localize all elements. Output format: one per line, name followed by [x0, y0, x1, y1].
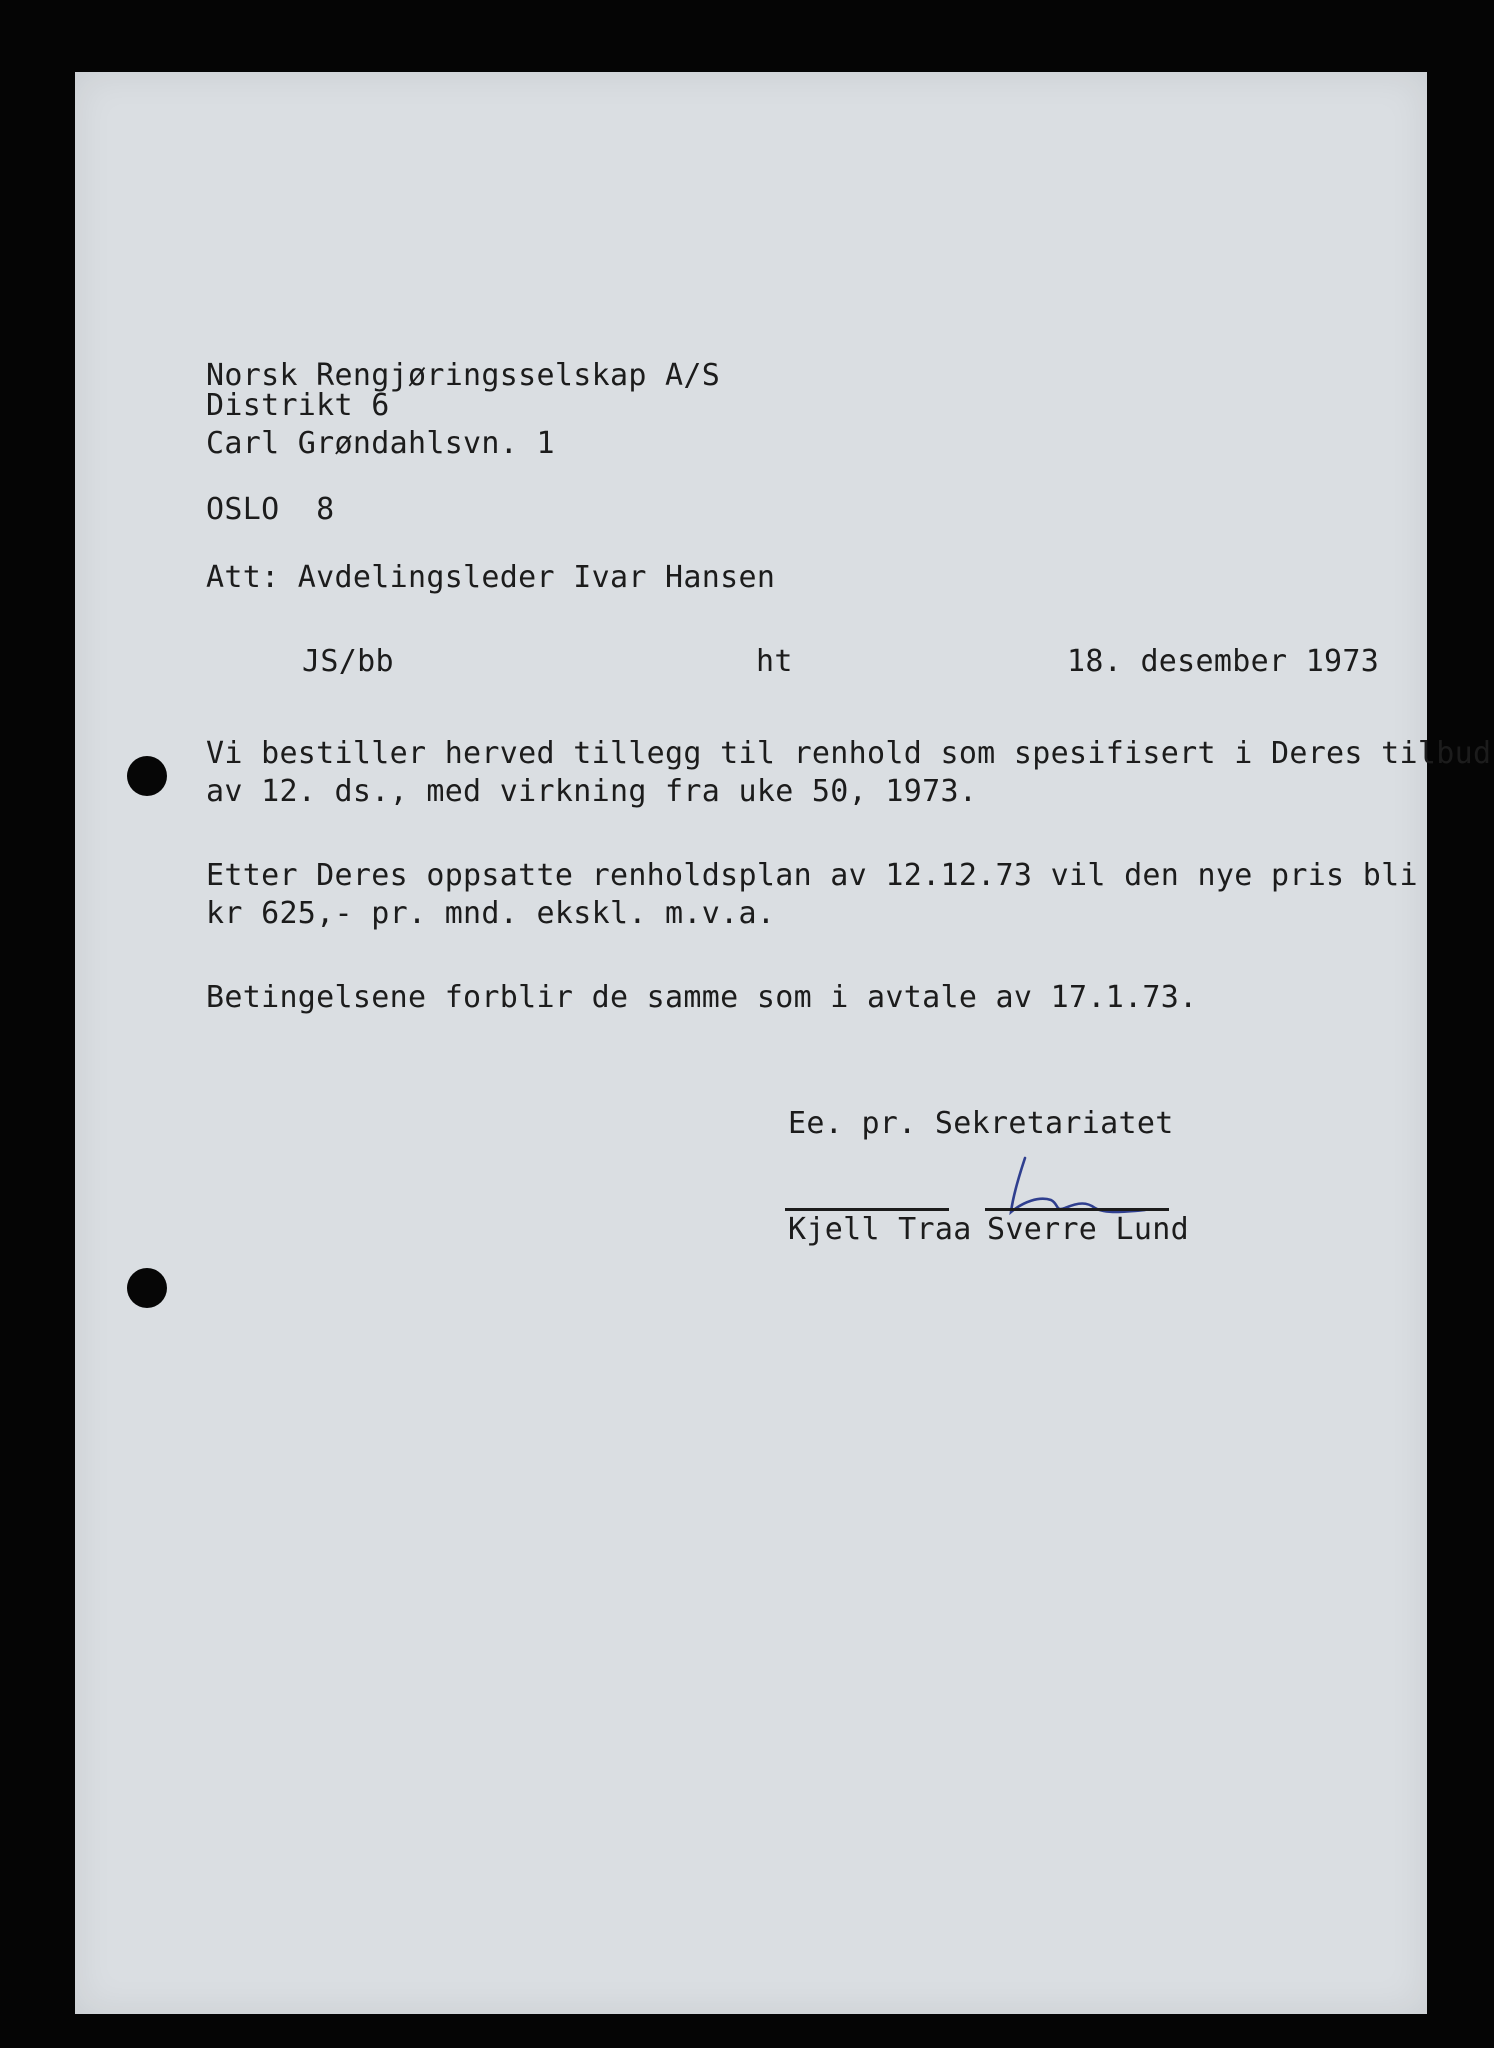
closing-on-behalf: Ee. pr. Sekretariatet [788, 1106, 1174, 1141]
your-reference: ht [756, 644, 793, 679]
body-paragraph-3-line-1: Betingelsene forblir de samme som i avtale av 17.1.73. [206, 980, 1198, 1015]
signature-line-1 [785, 1208, 949, 1211]
letter-page [75, 72, 1492, 2014]
punch-hole-top [127, 756, 167, 796]
signer-name-1: Kjell Traa [788, 1212, 972, 1247]
recipient-company: Norsk Rengjøringsselskap A/S [206, 358, 721, 393]
body-paragraph-2-line-2: kr 625,- pr. mnd. ekskl. m.v.a. [206, 896, 776, 931]
body-paragraph-1-line-1: Vi bestiller herved tillegg til renhold som spesifisert i Deres tilbud [206, 736, 1492, 771]
scan-bottom-strip [75, 2014, 1427, 2048]
recipient-street: Carl Grøndahlsvn. 1 [206, 426, 555, 461]
signer-name-2: Sverre Lund [987, 1212, 1189, 1247]
body-paragraph-1-line-2: av 12. ds., med virkning fra uke 50, 1973. [206, 774, 978, 809]
recipient-city: OSLO 8 [206, 492, 335, 527]
letter-date: 18. desember 1973 [1067, 644, 1380, 679]
recipient-district: Distrikt 6 [206, 388, 390, 423]
recipient-attention: Att: Avdelingsleder Ivar Hansen [206, 560, 776, 595]
our-reference: JS/bb [302, 644, 394, 679]
punch-hole-bottom [127, 1268, 167, 1308]
signature-line-2 [985, 1208, 1169, 1211]
body-paragraph-2-line-1: Etter Deres oppsatte renholdsplan av 12.12.73 vil den nye pris bli [206, 858, 1418, 893]
